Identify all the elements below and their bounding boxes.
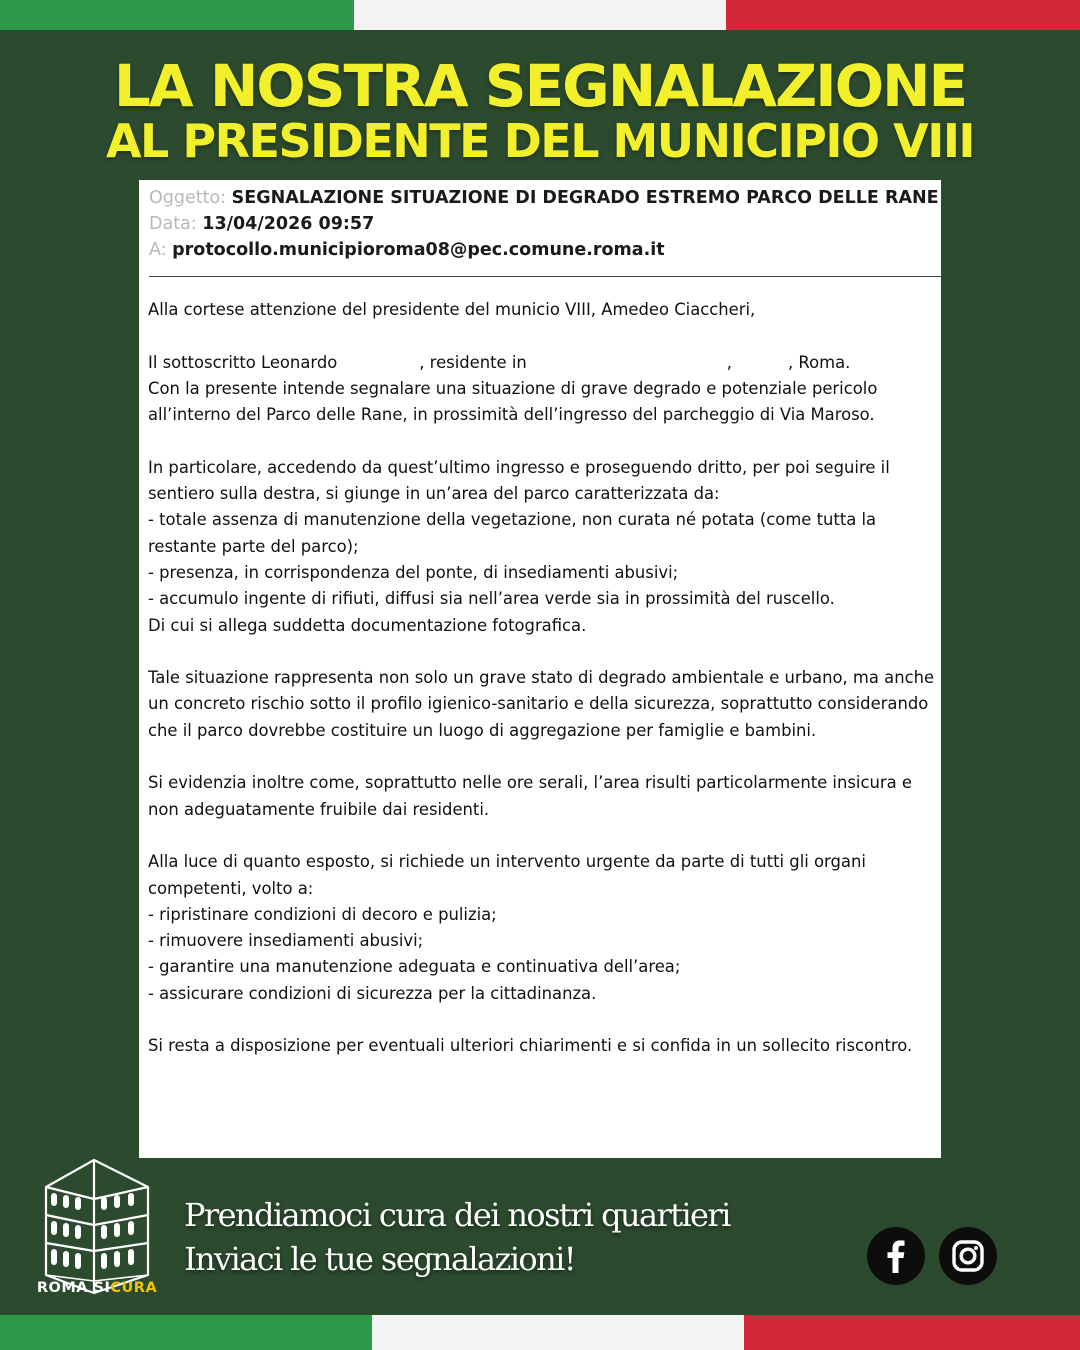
p1-text-d: , Roma. [788,352,851,372]
salutation: Alla cortese attenzione del presidente del municio VIII, Amedeo Ciaccheri, [148,300,756,319]
paragraph-1 [148,350,938,429]
email-subject-row [149,185,939,211]
list-item: - rimuovere insediamenti abusivi; [148,931,424,951]
paragraph-2-outro: Di cui si allega suddetta documentazione fotografica. [148,615,587,635]
list-item: - ripristinare condizioni di decoro e pulizia; [148,904,497,924]
date-label: Data: [149,214,197,234]
letter-body [148,297,938,1060]
flag-white-band [372,1315,744,1350]
italian-flag-top [0,0,1080,30]
closing: Si resta a disposizione per eventuali ulteriori chiarimenti e si confida in un sollecito riscontro. [148,1036,913,1056]
paragraph-5-intro: Alla luce di quanto esposto, si richiede un intervento urgente da parte di tutti gli organi competenti, volto a: [148,852,866,898]
email-subject: SEGNALAZIONE SITUAZIONE DI DEGRADO ESTREMO PARCO DELLE RANE [231,188,939,208]
header-divider [149,276,941,277]
headline-line-1: LA NOSTRA SEGNALAZIONE [113,52,967,120]
list-item: - presenza, in corrispondenza del ponte, di insediamenti abusivi; [148,562,679,582]
p1-text-a: Il sottoscritto Leonardo [148,352,338,372]
list-item: - garantire una manutenzione adeguata e continuativa dell’area; [148,957,681,977]
to-label: A: [149,240,167,260]
slogan-line-2: Inviaci le tue segnalazioni! [184,1240,575,1278]
email-date: 13/04/2026 09:57 [202,214,375,234]
paragraph-4: Si evidenzia inoltre come, soprattutto nelle ore serali, l’area risulti particolarmente insicura e non adeguatamente fruibile dai residenti. [148,773,912,819]
flag-green-band [0,1315,372,1350]
flag-green-band [0,0,354,30]
logo-word-1: ROMA SI [36,1280,111,1296]
email-to-row [149,237,939,263]
flag-white-band [354,0,726,30]
p1-text-e: Con la presente intende segnalare una situazione di grave degrado e potenziale pericolo all’interno del Parco delle Rane, in prossimità dell’ingresso del parcheggio di Via Maroso. [148,378,878,425]
slogan-line-1: Prendiamoci cura dei nostri quartieri [184,1196,730,1234]
p1-text-c: , [726,352,732,372]
email-date-row [149,211,939,237]
list-item: - assicurare condizioni di sicurezza per la cittadinanza. [148,983,597,1003]
flag-red-band [726,0,1080,30]
paragraph-2-intro: In particolare, accedendo da quest’ultimo ingresso e proseguendo dritto, per poi seguire il sentiero sulla destra, si giunge in un’area del parco caratterizzata da: [148,457,890,504]
paragraph-3: Tale situazione rappresenta non solo un grave stato di degrado ambientale e urbano, ma anche un concreto rischio sotto il profilo igienico-sanitario e della sicurezza, soprattutto considerando che il parco dovrebbe costituire un luogo di aggregazione per famiglie e bambini. [148,668,935,740]
list-item: - totale assenza di manutenzione della vegetazione, non curata né potata (come tutta la restante parte del parco); [148,510,877,556]
instagram-icon[interactable] [939,1227,997,1285]
italian-flag-bottom [0,1315,1080,1350]
facebook-icon[interactable] [867,1227,925,1285]
flag-red-band [744,1315,1080,1350]
headline-line-2: AL PRESIDENTE DEL MUNICIPIO VIII [105,114,975,168]
email-header [149,185,939,263]
logo-wordmark [36,1280,158,1296]
p1-text-b: , residente in [419,352,527,372]
logo-word-2: CURA [110,1280,158,1296]
list-item: - accumulo ingente di rifiuti, diffusi sia nell’area verde sia in prossimità del ruscello. [148,589,835,609]
email-recipient: protocollo.municipioroma08@pec.comune.roma.it [172,240,665,260]
subject-label: Oggetto: [149,188,227,208]
email-document [139,180,941,1158]
